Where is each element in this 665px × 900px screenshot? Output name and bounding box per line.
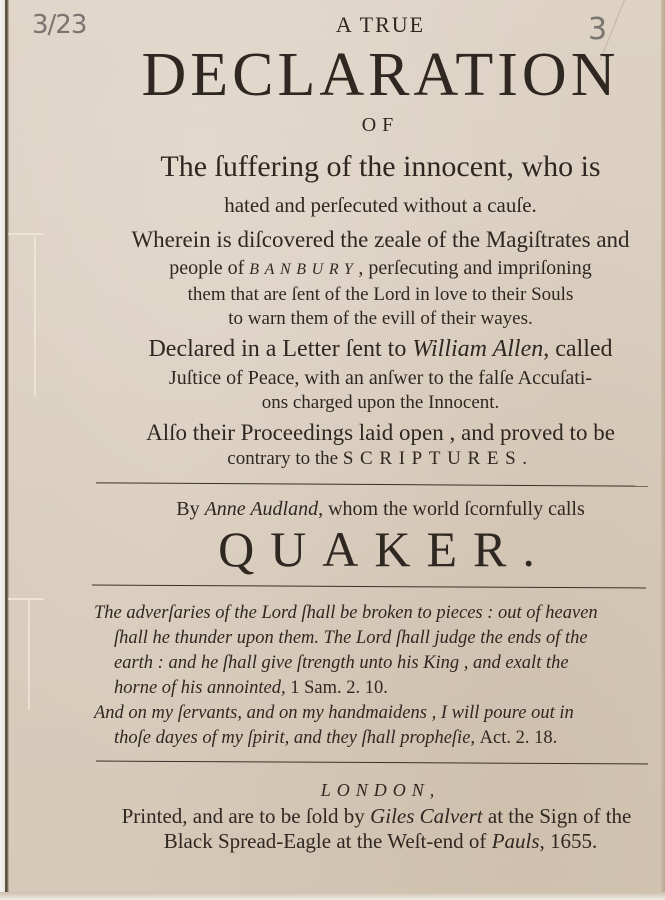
title-hated: hated and perſecuted without a cauſe. [224, 193, 537, 217]
divider-rule [96, 482, 648, 486]
epigraph-line: And on my ſervants, and on my handmaidens , I will poure out in [94, 703, 574, 723]
recipient-name: William Allen [412, 336, 544, 362]
imprint-year: , 1655. [539, 829, 598, 853]
description-warn: to warn them of the evill of their wayes. [228, 308, 533, 329]
author-line [48, 498, 665, 521]
pencil-annotation-right: 3 [588, 12, 608, 47]
divider-rule [92, 585, 646, 589]
scripture-reference: 1 Sam. 2. 10. [290, 678, 388, 698]
binding-thread [28, 600, 30, 710]
divider-rule [96, 761, 648, 765]
binding-thread-tie [8, 233, 44, 235]
declared-prefix: Declared in a Letter ſent to [148, 336, 413, 362]
binding-thread [34, 236, 36, 396]
description-them: them that are ſent of the Lord in love to their Souls [187, 284, 574, 305]
imprint-printed [44, 804, 665, 829]
address-prefix: Black Spread-Eagle at the Weſt-end of [163, 829, 492, 853]
description-ons: ons charged upon the Innocent. [261, 392, 500, 413]
title-suffering: The ſuffering of the innocent, who is [160, 150, 601, 183]
scriptures-word: SCRIPTURES. [342, 448, 534, 469]
epigraph-line [114, 728, 557, 749]
epigraph-line: The adverſaries of the Lord ſhall be broken to pieces : out of heaven [94, 603, 598, 623]
imprint-city: LONDON, [320, 780, 441, 800]
imprint-address [48, 829, 665, 854]
description-also: Alſo their Proceedings laid open , and proved to be [146, 420, 615, 445]
page-bottom-edge [0, 892, 665, 900]
people-prefix: people of [169, 257, 250, 279]
people-suffix: , perſecuting and impriſoning [358, 257, 592, 279]
epigraph-line: earth : and he ſhall give ſtrength unto his King , and exalt the [114, 653, 569, 673]
declared-suffix: , called [543, 336, 613, 362]
title-a-true: A TRUE [335, 12, 426, 37]
title-declaration: DECLARATION [141, 41, 620, 109]
author-epithet: QUAKER. [218, 521, 551, 577]
printed-prefix: Printed, and are to be ſold by [121, 804, 371, 828]
place-pauls: Pauls [491, 829, 540, 853]
by-prefix: By [176, 498, 205, 520]
scripture-reference: Act. 2. 18. [479, 728, 558, 748]
printer-name: Giles Calvert [370, 804, 483, 828]
epigraph-line: ſhall he thunder upon them. The Lord ſhall judge the ends of the [114, 628, 588, 648]
description-justice: Juſtice of Peace, with an anſwer to the falſe Accuſati- [168, 367, 593, 389]
page-left-edge [0, 0, 9, 900]
printed-suffix: at the Sign of the [482, 804, 632, 828]
pencil-annotation-left: 3/23 [32, 10, 87, 40]
place-banbury: BANBURY [249, 261, 359, 278]
epigraph-text: thoſe dayes of my ſpirit, and they ſhall propheſie, [114, 728, 480, 748]
description-contrary [48, 448, 665, 470]
by-suffix: , whom the world ſcornfully calls [318, 498, 585, 520]
author-name: Anne Audland [204, 498, 319, 520]
description-declared [48, 336, 665, 363]
contrary-prefix: contrary to the [227, 448, 343, 469]
binding-thread-tie [8, 598, 44, 600]
epigraph-text: horne of his annointed, [114, 678, 291, 698]
description-people [48, 257, 665, 280]
epigraph-line [114, 678, 388, 699]
description-wherein: Wherein is diſcovered the zeale of the Magiſtrates and [131, 227, 630, 252]
title-of: OF [361, 114, 400, 136]
